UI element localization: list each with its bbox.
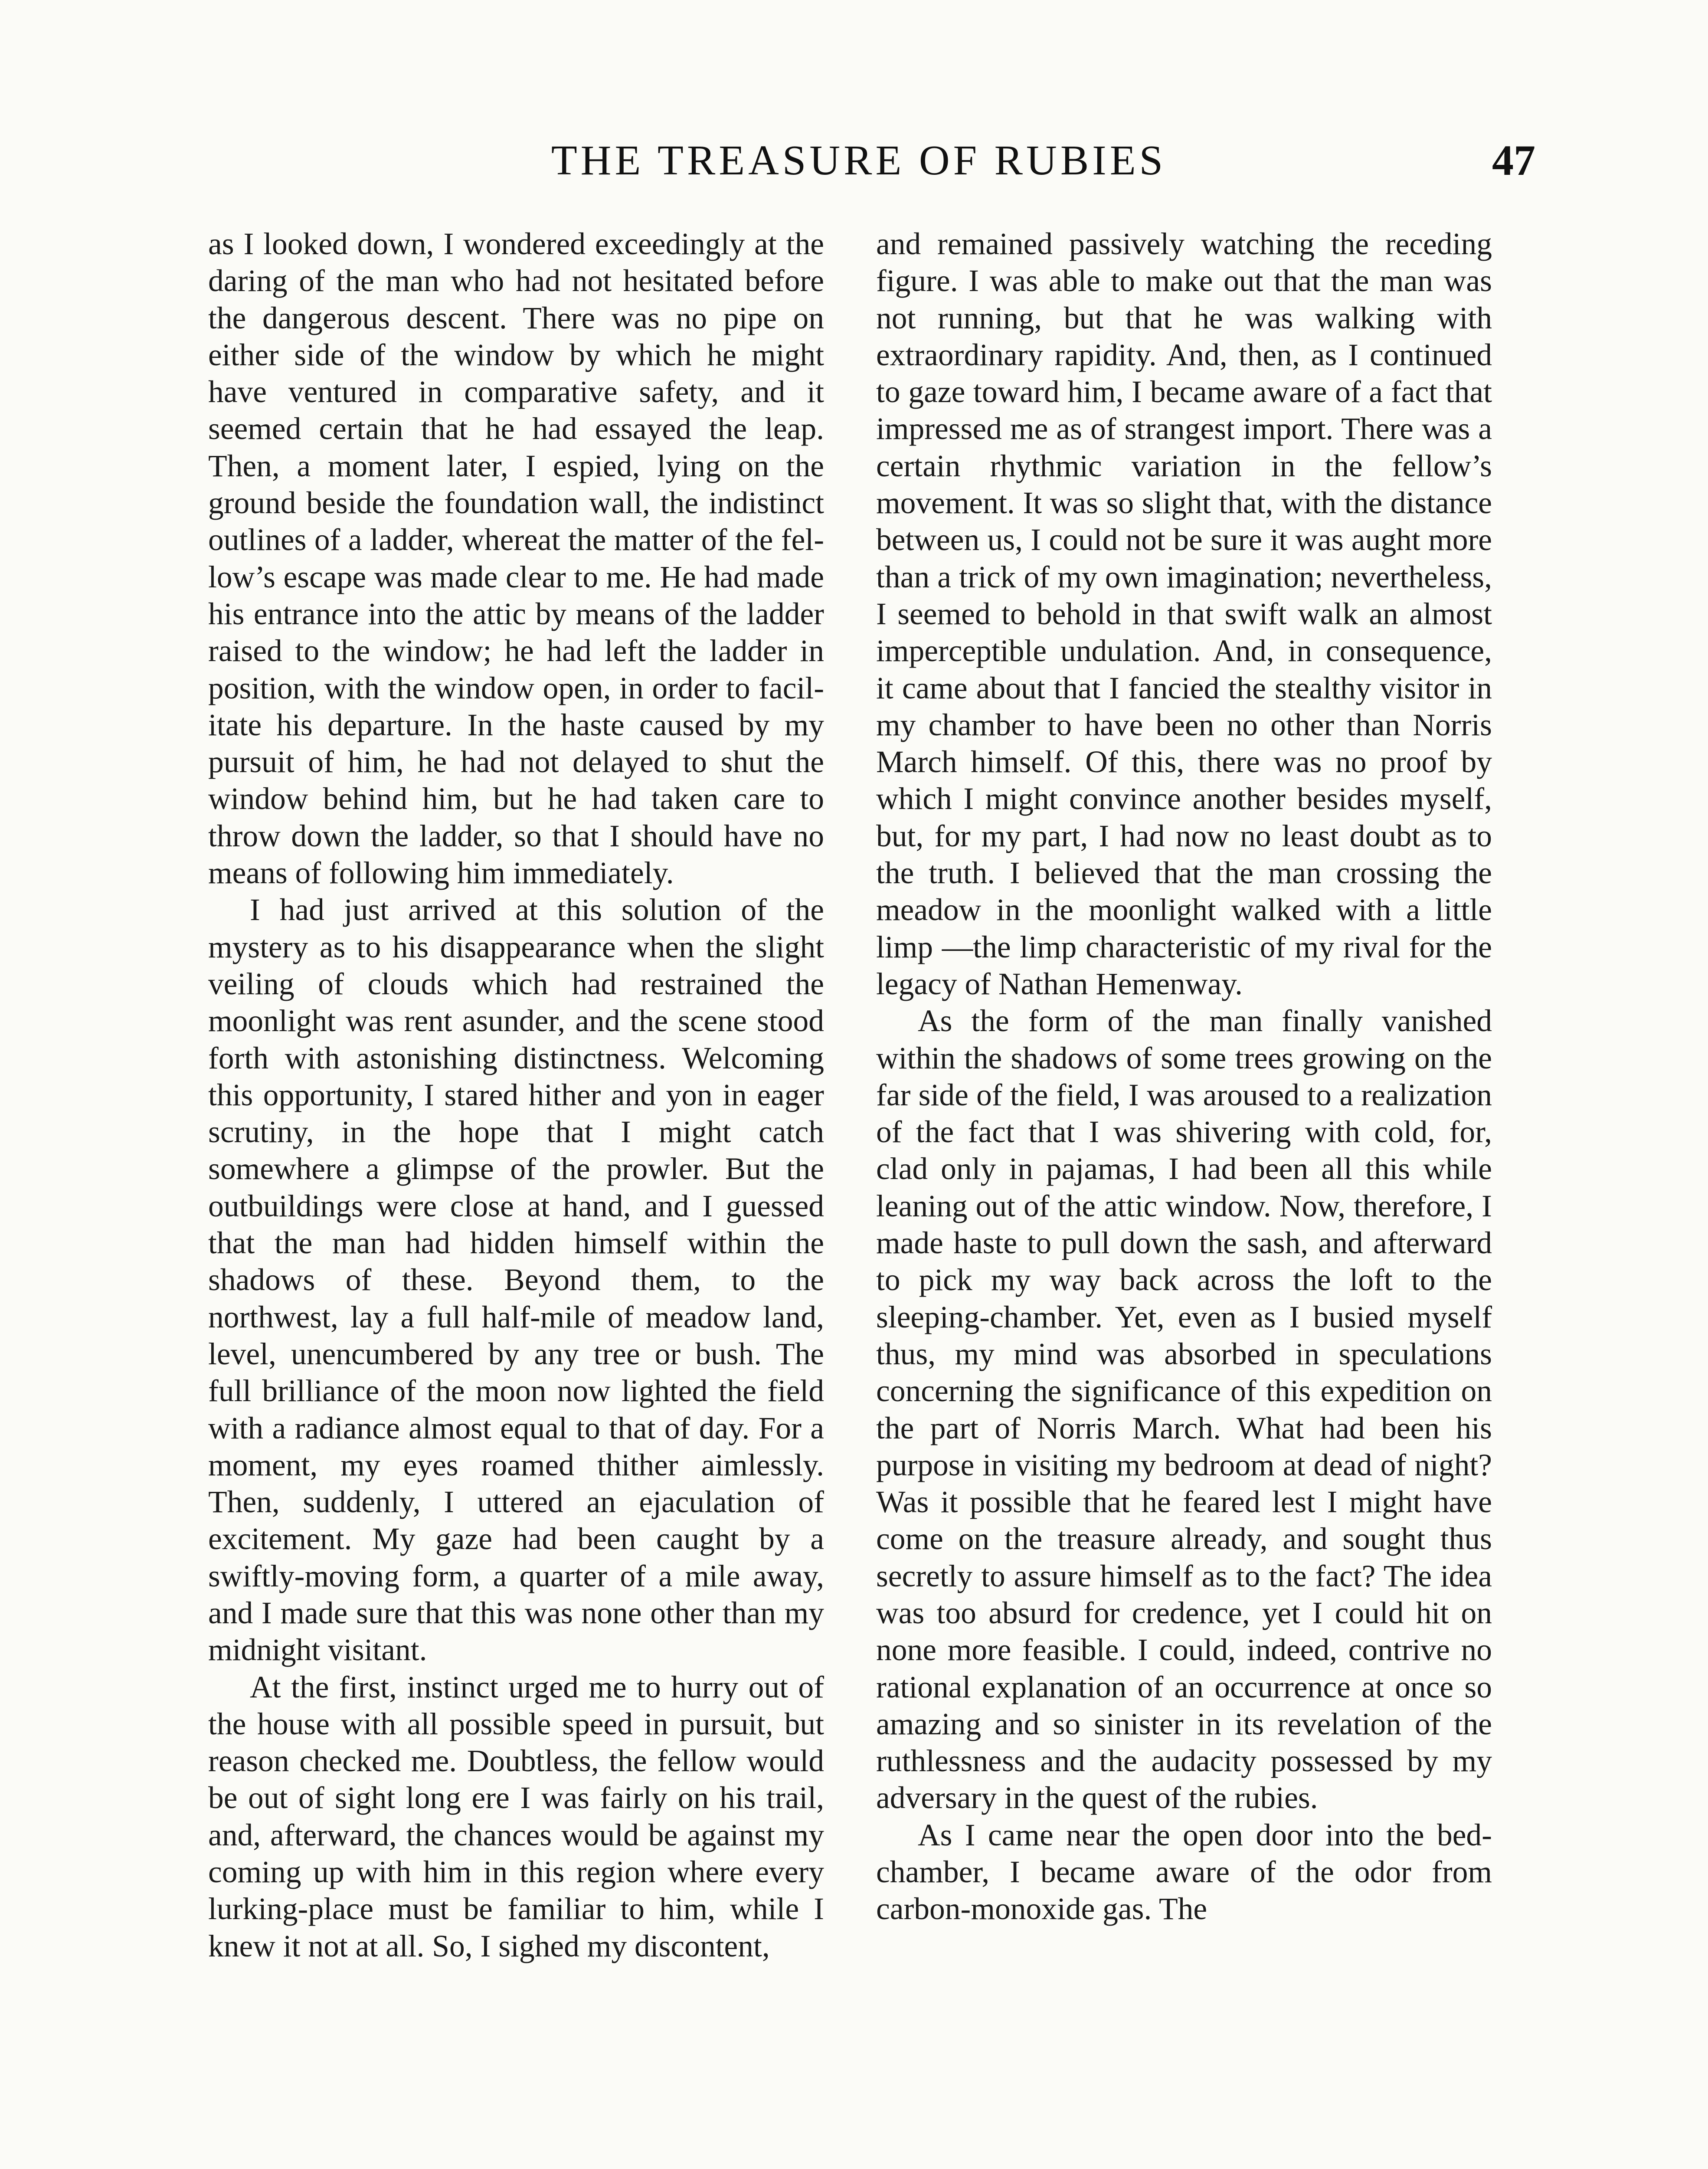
page-number: 47 [1492,136,1535,184]
paragraph: As I came near the open door into the bed-chamber, I became aware of the odor from carbon-monoxide gas. The [876,1818,1492,1927]
paragraph: I had just arrived at this solution of the mystery as to his disappearance when the slight veiling of clouds which had restrained the moonlight was rent asunder, and the scene stood forth with astonishing distinctness. Welcoming this opportunity, I stared hither and yon in eager scrutiny, in the hope that I might catch somewhere a glimpse of the prowler. But the outbuildings were close at hand, and I guessed that the man had hidden himself within the shadows of these. Beyond them, to the northwest, lay a full half-mile of meadow land, level, unencumbered by any tree or bush. The full brilliance of the moon now lighted the field with a radiance almost equal to that of day. For a moment, my eyes roamed thither aimlessly. Then, suddenly, I uttered an ejaculation of excitement. My gaze had been caught by a swiftly-moving form, a quarter of a mile away, and I made sure that this was none other than my midnight visitant. [208,893,824,1668]
right-column [876,226,1492,2169]
paragraph: as I looked down, I wondered exceedingly at the daring of the man who had not hesitated before the dangerous descent. There was no pipe on either side of the window by which he might have ventured in comparative safety, and it seemed certain that he had essayed the leap. Then, a moment later, I espied, lying on the ground beside the foundation wall, the indistinct outlines of a ladder, whereat the matter of the fellow’s escape was made clear to me. He had made his entrance into the attic by means of the ladder raised to the window; he had left the ladder in position, with the window open, in order to facilitate his departure. In the haste caused by my pursuit of him, he had not delayed to shut the window behind him, but he had taken care to throw down the ladder, so that I should have no means of following him immediately. [208,227,824,891]
running-head [208,130,1535,191]
running-title: THE TREASURE OF RUBIES [551,137,1167,184]
left-column [208,226,824,2169]
paragraph: and remained passively watching the receding figure. I was able to make out that the man was not running, but that he was walking with extraordinary rapidity. And, then, as I continued to gaze toward him, I became aware of a fact that impressed me as of strangest import. There was a certain rhythmic variation in the fellow’s movement. It was so slight that, with the distance between us, I could not be sure it was aught more than a trick of my own imagination; nevertheless, I seemed to behold in that swift walk an almost imperceptible undulation. And, in consequence, it came about that I fancied the stealthy visitor in my chamber to have been no other than Norris March himself. Of this, there was no proof by which I might convince another besides myself, but, for my part, I had now no least doubt as to the truth. I believed that the man crossing the meadow in the moonlight walked with a little limp —the limp characteristic of my rival for the legacy of Nathan Hemenway. [876,227,1492,1001]
paragraph: As the form of the man finally vanished within the shadows of some trees growing on the far side of the field, I was aroused to a realization of the fact that I was shivering with cold, for, clad only in pajamas, I had been all this while leaning out of the attic window. Now, therefore, I made haste to pull down the sash, and afterward to pick my way back across the loft to the sleeping-chamber. Yet, even as I busied myself thus, my mind was absorbed in speculations concerning the significance of this expedition on the part of Norris March. What had been his purpose in visiting my bedroom at dead of night? Was it possible that he feared lest I might have come on the treasure already, and sought thus secretly to assure himself as to the fact? The idea was too absurd for credence, yet I could hit on none more feasible. I could, indeed, contrive no rational explanation of an occurrence at once so amazing and so sinister in its revelation of the ruthlessness and the audacity possessed by my adversary in the quest of the rubies. [876,1004,1492,1815]
paragraph: At the first, instinct urged me to hurry out of the house with all possible speed in pursuit, but reason checked me. Doubtless, the fellow would be out of sight long ere I was fairly on his trail, and, afterward, the chances would be against my coming up with him in this region where every lurking-place must be familiar to him, while I knew it not at all. So, I sighed my discontent, [208,1670,824,1963]
